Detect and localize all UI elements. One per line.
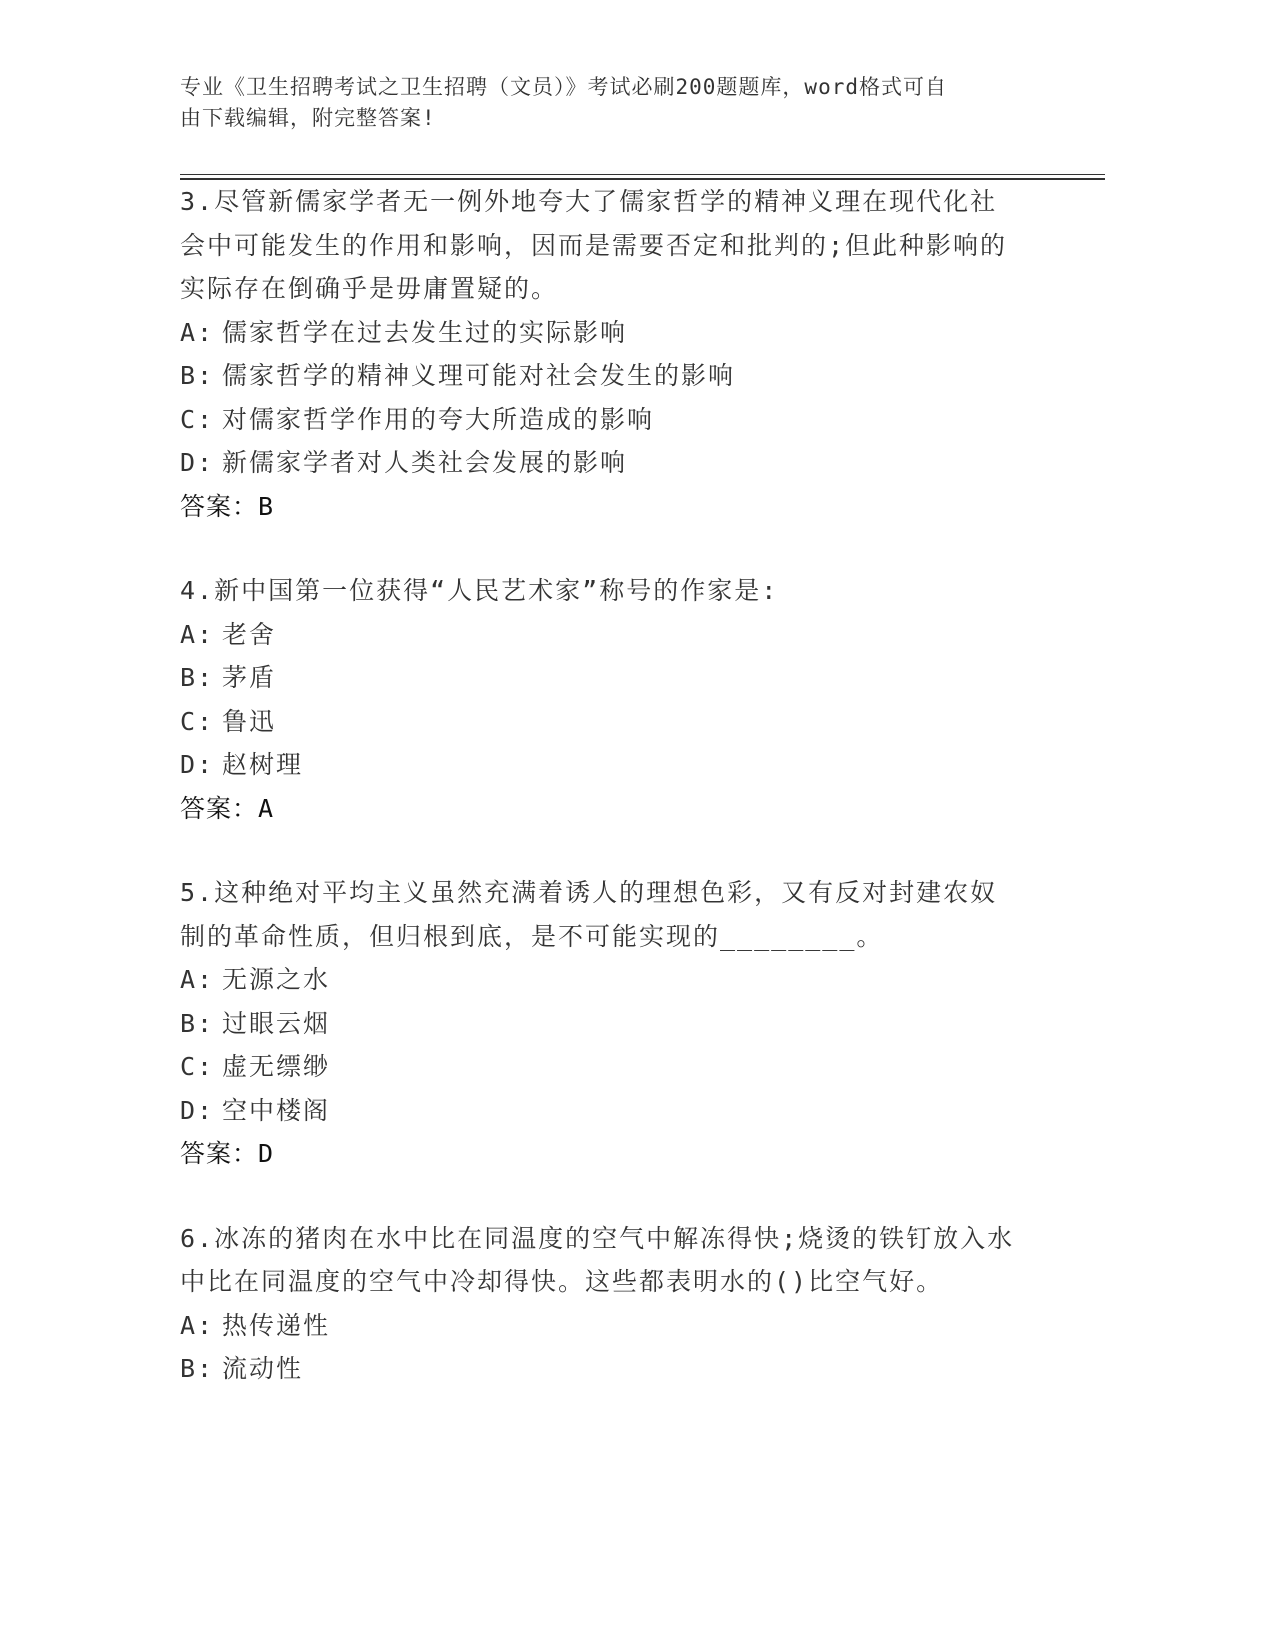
option-letter: B: — [180, 1008, 215, 1038]
option-b — [180, 354, 1040, 398]
option-letter: D: — [180, 750, 215, 779]
header-line-2: 由下载编辑，附完整答案! — [180, 106, 436, 130]
question-text — [180, 1217, 1040, 1304]
option-letter: D: — [180, 1095, 215, 1125]
option-b — [180, 656, 1040, 700]
question-4 — [180, 569, 1040, 830]
option-text: 老舍 — [222, 619, 277, 649]
option-c — [180, 398, 1040, 442]
option-text: 空中楼阁 — [222, 1095, 331, 1125]
option-text: 流动性 — [222, 1354, 304, 1383]
question-line: 会中可能发生的作用和影响，因而是需要否定和批判的;但此种影响的 — [180, 230, 1008, 260]
question-line: 6.冰冻的猪肉在水中比在同温度的空气中解冻得快;烧烫的铁钉放入水 — [180, 1223, 1015, 1253]
answer-line — [180, 787, 1040, 831]
question-line: 5.这种绝对平均主义虽然充满着诱人的理想色彩，又有反对封建农奴 — [180, 878, 998, 907]
option-letter: A: — [180, 317, 215, 347]
option-a — [180, 311, 1040, 355]
question-5 — [180, 871, 1040, 1176]
option-text: 对儒家哲学作用的夸大所造成的影响 — [222, 404, 655, 434]
question-3 — [180, 180, 1040, 528]
option-text: 虚无缥缈 — [222, 1052, 331, 1081]
question-line: 制的革命性质，但归根到底，是不可能实现的________。 — [180, 921, 884, 951]
header-line-1: 专业《卫生招聘考试之卫生招聘（文员）》考试必刷200题题库，word格式可自 — [180, 75, 947, 99]
question-text — [180, 871, 1040, 958]
option-letter: B: — [180, 361, 215, 390]
question-line: 实际存在倒确乎是毋庸置疑的。 — [180, 274, 559, 303]
option-c — [180, 1045, 1040, 1089]
answer-label: 答案： — [180, 793, 259, 823]
answer-line — [180, 1132, 1040, 1176]
option-letter: C: — [180, 706, 215, 736]
option-text: 鲁迅 — [222, 706, 277, 736]
option-a — [180, 958, 1040, 1002]
option-letter: A: — [180, 1310, 215, 1340]
option-text: 赵树理 — [222, 750, 304, 779]
option-b — [180, 1002, 1040, 1046]
question-line: 3.尽管新儒家学者无一例外地夸大了儒家哲学的精神义理在现代化社 — [180, 187, 998, 216]
option-d — [180, 1089, 1040, 1133]
option-letter: C: — [180, 404, 215, 434]
question-text — [180, 180, 1040, 311]
option-letter: B: — [180, 1354, 215, 1383]
option-text: 过眼云烟 — [222, 1008, 331, 1038]
document-header — [180, 72, 1040, 134]
header-divider-thin — [180, 174, 1105, 175]
answer-value: D — [258, 1139, 275, 1168]
answer-value: B — [258, 491, 275, 521]
option-text: 茅盾 — [222, 663, 277, 692]
option-a — [180, 613, 1040, 657]
question-6 — [180, 1217, 1040, 1391]
option-c — [180, 700, 1040, 744]
option-a — [180, 1304, 1040, 1348]
question-text — [180, 569, 1040, 613]
option-d — [180, 743, 1040, 787]
option-text: 儒家哲学的精神义理可能对社会发生的影响 — [222, 361, 736, 390]
option-text: 热传递性 — [222, 1310, 331, 1340]
answer-value: A — [258, 793, 275, 823]
question-line: 中比在同温度的空气中冷却得快。这些都表明水的()比空气好。 — [180, 1267, 944, 1296]
option-letter: A: — [180, 619, 215, 649]
question-list — [180, 180, 1040, 1432]
option-letter: D: — [180, 448, 215, 477]
option-letter: A: — [180, 965, 215, 994]
option-text: 儒家哲学在过去发生过的实际影响 — [222, 317, 628, 347]
option-text: 新儒家学者对人类社会发展的影响 — [222, 448, 628, 477]
answer-label: 答案： — [180, 1139, 259, 1168]
option-letter: C: — [180, 1052, 215, 1081]
answer-label: 答案： — [180, 491, 259, 521]
option-d — [180, 441, 1040, 485]
option-letter: B: — [180, 663, 215, 692]
option-text: 无源之水 — [222, 965, 331, 994]
answer-line — [180, 485, 1040, 529]
option-b — [180, 1347, 1040, 1391]
question-line: 4.新中国第一位获得“人民艺术家”称号的作家是: — [180, 576, 779, 605]
